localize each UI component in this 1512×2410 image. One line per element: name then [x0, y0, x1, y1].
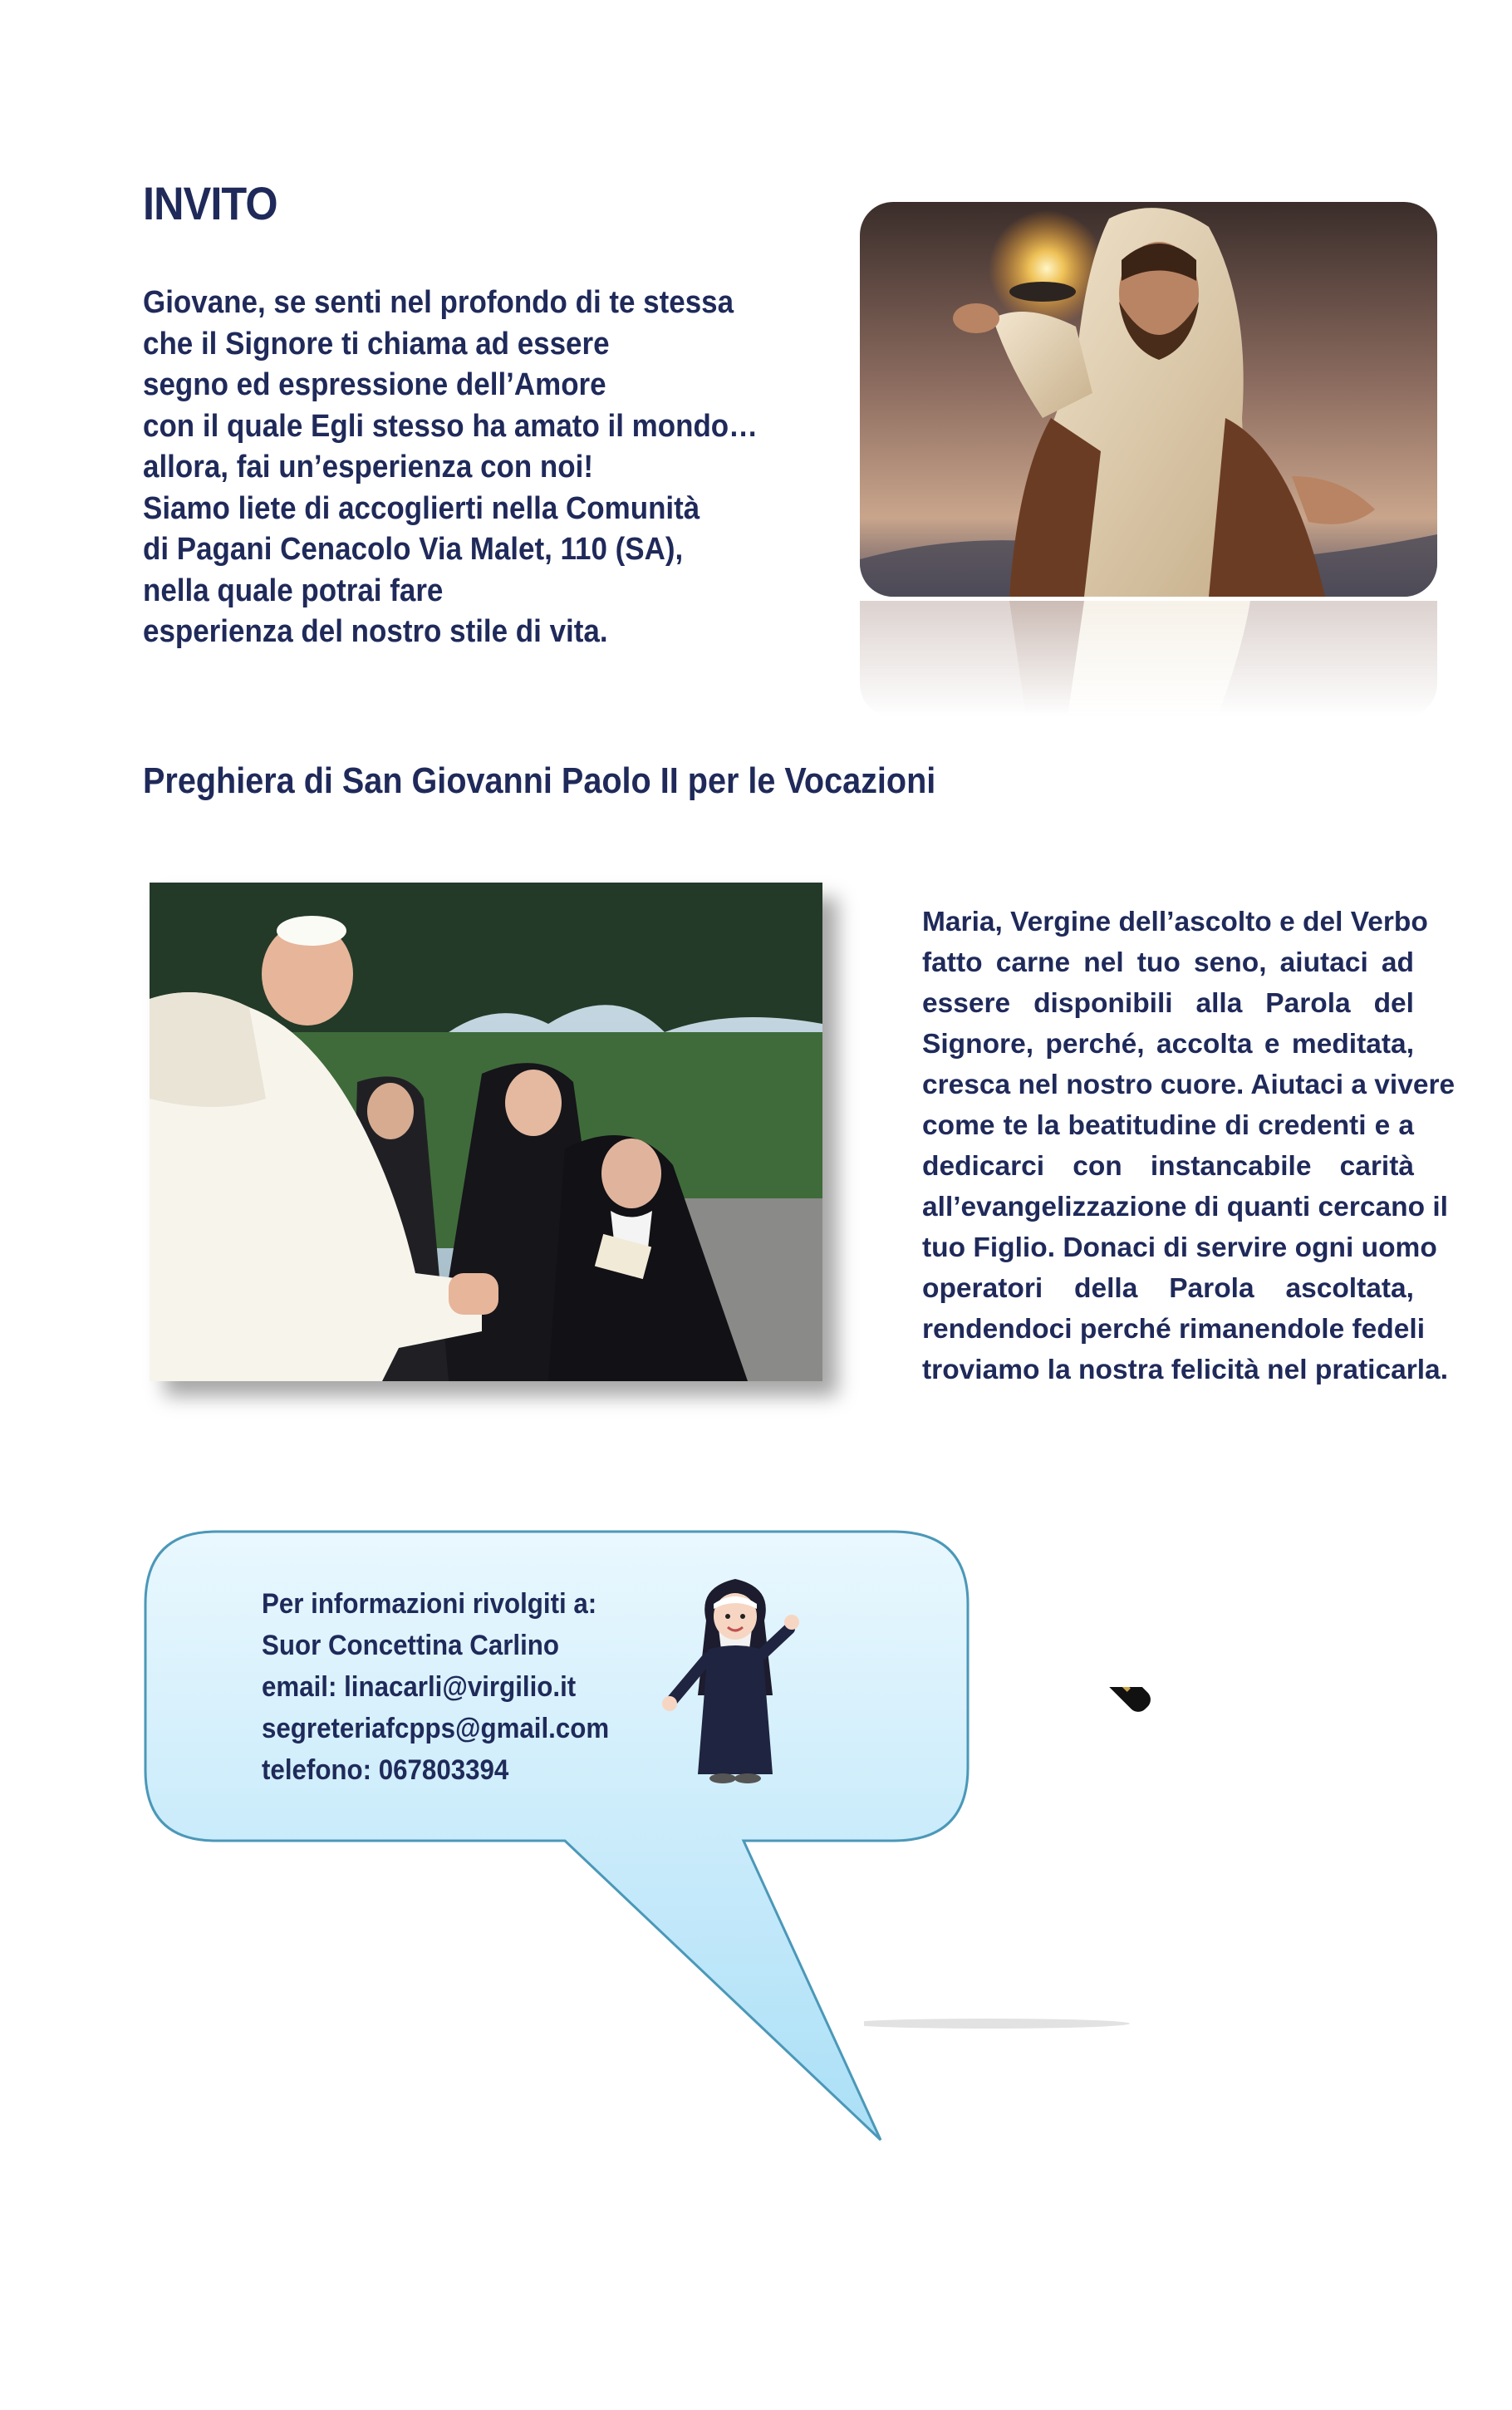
prayer-line: troviamo la nostra felicità nel praticarla.	[922, 1355, 1448, 1385]
contact-heading: Per informazioni rivolgiti a:	[262, 1588, 597, 1620]
invitation-text	[143, 283, 800, 653]
prayer-line: Maria, Vergine dell’ascolto e del Verbo	[922, 907, 1428, 937]
jesus-photo-reflection	[860, 601, 1437, 717]
invitation-line: Giovane, se senti nel profondo di te stessa	[143, 285, 734, 320]
prayer-line: operatori della Parola ascoltata,	[922, 1273, 1414, 1304]
contact-name: Suor Concettina Carlino	[262, 1630, 560, 1661]
page-title: INVITO	[143, 177, 277, 229]
nun-cartoon-icon	[656, 1571, 814, 1803]
prayer-line: essere disponibili alla Parola del	[922, 988, 1414, 1019]
prayer-line: cresca nel nostro cuore. Aiutaci a vivere	[922, 1070, 1456, 1100]
invitation-line: di Pagani Cenacolo Via Malet, 110 (SA),	[143, 532, 684, 567]
prayer-line: Signore, perché, accolta e meditata,	[922, 1029, 1414, 1060]
invitation-line: allora, fai un’esperienza con noi!	[143, 450, 594, 484]
invitation-line: che il Signore ti chiama ad essere	[143, 326, 610, 362]
prayer-text	[922, 902, 1456, 1390]
invitation-line: esperienza del nostro stile di vita.	[143, 614, 608, 649]
contact-info	[262, 1583, 609, 1791]
contact-phone[interactable]: telefono: 067803394	[262, 1754, 509, 1786]
prayer-line: tuo Figlio. Donaci di servire ogni uomo	[922, 1232, 1437, 1263]
jesus-image	[860, 202, 1437, 717]
prayer-line: all’evangelizzazione di quanti cercano il	[922, 1192, 1448, 1222]
contact-email[interactable]: email: linacarli@virgilio.it	[262, 1671, 577, 1703]
prayer-line: rendendoci perché rimanendole fedeli	[922, 1314, 1426, 1345]
contact-email-secondary[interactable]: segreteriafcpps@gmail.com	[262, 1713, 610, 1744]
prayer-line: dedicarci con instancabile carità	[922, 1151, 1414, 1182]
invitation-line: nella quale potrai fare	[143, 573, 444, 608]
invitation-line: Siamo liete di accoglierti nella Comunità	[143, 490, 700, 526]
fountain-pen-icon	[864, 1687, 1180, 2036]
prayer-line: fatto carne nel tuo seno, aiutaci ad	[922, 947, 1414, 978]
jesus-photo	[860, 202, 1437, 597]
pope-photo	[150, 883, 822, 1381]
section-title: Preghiera di San Giovanni Paolo II per le Vocazioni	[143, 760, 936, 801]
invitation-line: con il quale Egli stesso ha amato il mondo…	[143, 408, 758, 444]
prayer-line: come te la beatitudine di credenti e a	[922, 1110, 1414, 1141]
invitation-line: segno ed espressione dell’Amore	[143, 367, 606, 402]
